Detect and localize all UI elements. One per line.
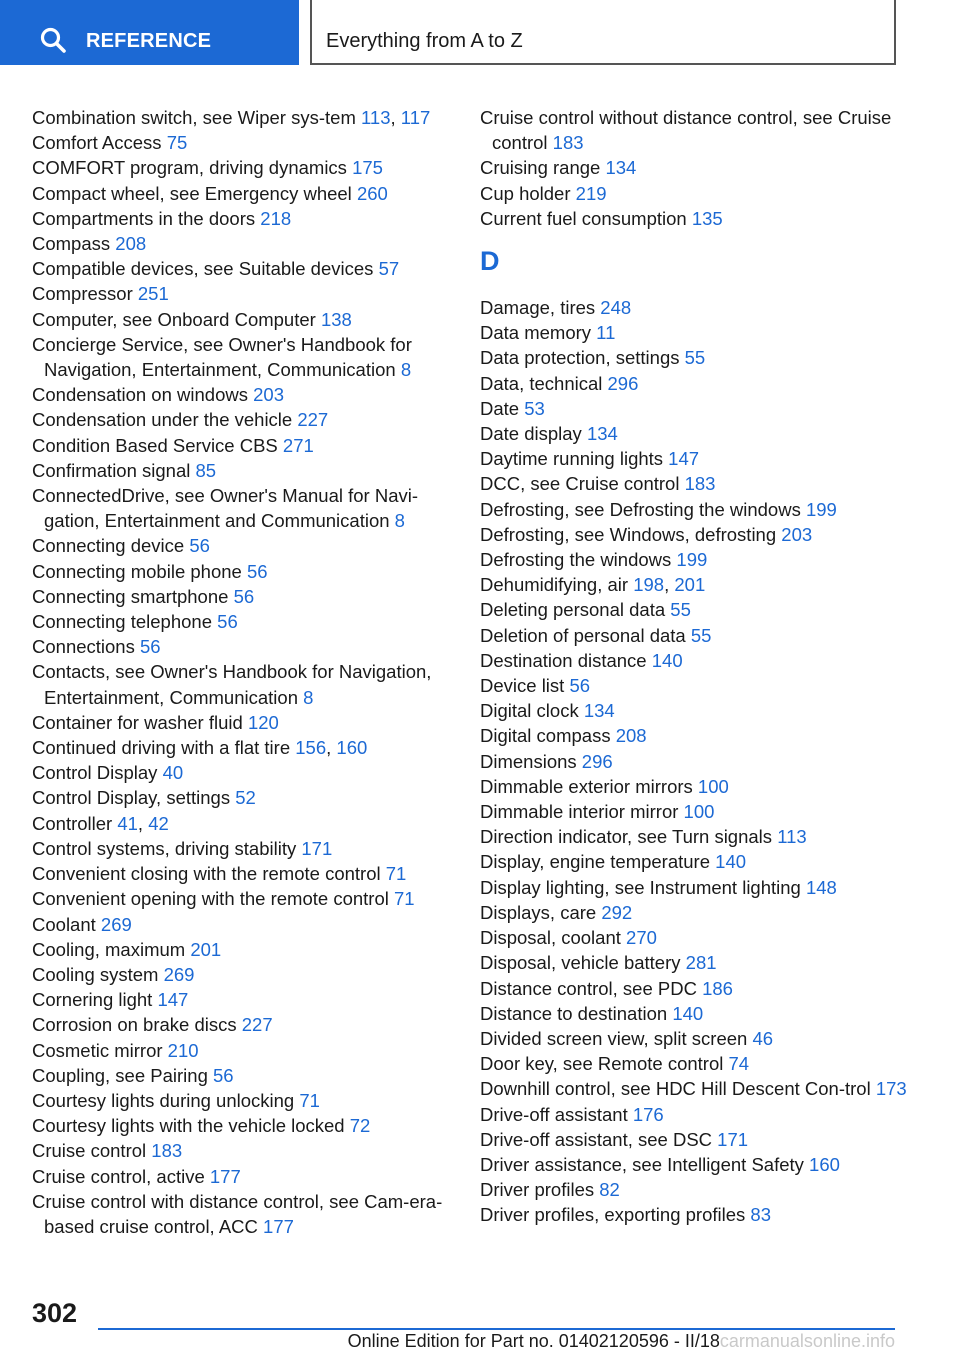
index-term: Compatible devices, see Suitable devices	[32, 258, 374, 280]
index-term: Compass	[32, 233, 111, 255]
index-entry	[480, 345, 920, 370]
index-entry	[32, 836, 452, 861]
index-entry	[32, 1063, 452, 1088]
index-entry	[32, 231, 452, 256]
page-reference-link[interactable]: 46	[752, 1027, 774, 1049]
page-reference-link[interactable]: 134	[583, 700, 615, 722]
index-term: Divided screen view, split screen	[480, 1027, 748, 1049]
page-reference-link[interactable]: 227	[241, 1014, 273, 1036]
section-letter-heading: D	[480, 246, 500, 277]
page-reference-link[interactable]: 203	[781, 523, 813, 545]
index-entry	[480, 723, 920, 748]
index-entry	[32, 609, 452, 634]
index-entry	[480, 749, 920, 774]
page-reference-link[interactable]: 71	[299, 1089, 320, 1111]
index-term: Comfort Access	[32, 132, 162, 154]
index-entry	[32, 407, 452, 432]
page-reference-link[interactable]: 117	[400, 107, 431, 128]
index-entry	[32, 1088, 452, 1113]
page-reference-link[interactable]: 186	[702, 977, 733, 999]
page-reference-link[interactable]: 160	[809, 1153, 840, 1175]
page-reference-link[interactable]: 251	[137, 283, 169, 305]
index-entry	[480, 105, 920, 155]
index-term: Cruise control	[32, 1140, 147, 1162]
index-term: Cup holder	[480, 182, 571, 204]
page-reference-link[interactable]: 74	[728, 1053, 750, 1075]
page-reference-link[interactable]: 11	[596, 322, 616, 344]
page-reference-link[interactable]: 8	[303, 686, 314, 708]
chapter-header	[310, 0, 896, 65]
index-term: Combination switch, see Wiper sys‐tem	[32, 107, 356, 128]
page-reference-link[interactable]: 113	[777, 826, 807, 848]
page-reference-link[interactable]: 56	[217, 611, 238, 633]
page-reference-link[interactable]: 113	[361, 107, 391, 128]
index-term: Dimmable interior mirror	[480, 801, 679, 823]
index-term: Driver profiles, exporting profiles	[480, 1204, 746, 1226]
page-reference-link[interactable]: 148	[805, 876, 837, 898]
index-entry	[32, 332, 452, 382]
page-reference-link[interactable]: 281	[685, 952, 717, 974]
page-reference-link[interactable]: 55	[684, 347, 706, 369]
index-entry	[32, 1012, 452, 1037]
index-term: Concierge Service, see Owner's Handbook for Navigation, Entertainment, Communication	[32, 333, 412, 381]
page-reference-link[interactable]: 83	[750, 1204, 771, 1226]
index-entry	[480, 1051, 920, 1076]
index-term: Dimensions	[480, 750, 577, 772]
index-entry	[32, 559, 452, 584]
index-entry-list	[480, 295, 920, 1228]
index-term: Data, technical	[480, 372, 603, 394]
index-entry	[32, 130, 452, 155]
index-term: Condensation under the vehicle	[32, 409, 293, 431]
index-term: Cornering light	[32, 989, 153, 1011]
index-entry: Controller 41, 42	[32, 812, 169, 834]
index-entry: Combination switch, see Wiper sys‐tem 113, 117	[32, 107, 431, 128]
index-term: Connecting telephone	[32, 611, 213, 633]
index-term: Control systems, driving stability	[32, 837, 297, 859]
index-term: Cooling system	[32, 963, 159, 985]
page-reference-link[interactable]: 55	[670, 599, 691, 621]
index-entry	[32, 584, 452, 609]
index-term: Cruise control without distance control, see Cruise control	[480, 107, 892, 154]
index-entry	[480, 1001, 920, 1026]
index-term: Destination distance	[480, 649, 647, 671]
index-entry	[32, 785, 452, 810]
index-entry	[32, 634, 452, 659]
index-entry	[480, 181, 920, 206]
index-entry	[480, 623, 920, 648]
index-term: Corrosion on brake discs	[32, 1014, 237, 1036]
page-reference-link[interactable]: 134	[605, 157, 637, 179]
index-term: Display, engine temperature	[480, 851, 711, 873]
index-entry	[32, 533, 452, 558]
page-reference-link[interactable]: 292	[601, 901, 633, 923]
page-reference-link[interactable]: 57	[378, 258, 400, 280]
page-reference-link[interactable]: 183	[684, 473, 716, 495]
index-entry	[32, 659, 452, 709]
index-entry	[480, 1202, 920, 1227]
index-entry	[32, 256, 452, 281]
page-reference-link[interactable]: 100	[697, 775, 729, 797]
index-term: Coupling, see Pairing	[32, 1064, 208, 1086]
index-entry	[480, 673, 920, 698]
page-reference-link[interactable]: 75	[166, 132, 188, 154]
page-reference-link[interactable]: 270	[626, 927, 657, 949]
index-entry	[480, 446, 920, 471]
index-entry	[480, 774, 920, 799]
page-reference-link[interactable]: 177	[209, 1165, 241, 1187]
index-entry-list	[32, 105, 452, 1239]
index-entry	[480, 648, 920, 673]
page-reference-link[interactable]: 296	[581, 750, 613, 772]
index-term: Defrosting, see Defrosting the windows	[480, 498, 801, 520]
page-reference-link[interactable]: 40	[162, 762, 184, 784]
index-term: Display lighting, see Instrument lighting	[480, 876, 801, 898]
page-reference-link[interactable]: 271	[282, 434, 314, 456]
index-term: Controller	[32, 812, 113, 834]
index-term: Drive-off assistant	[480, 1103, 628, 1125]
page-reference-link[interactable]: 199	[805, 498, 837, 520]
index-term: Cruise control with distance control, see Cam‐era-based cruise control, ACC	[32, 1190, 443, 1237]
index-entry	[480, 698, 920, 723]
page-reference-link[interactable]: 56	[246, 560, 268, 582]
index-term: Driver profiles	[480, 1179, 595, 1201]
page-reference-link[interactable]: 42	[148, 812, 169, 834]
index-entry	[32, 1138, 452, 1163]
index-term: COMFORT program, driving dynamics	[32, 157, 347, 179]
page-reference-link[interactable]: 72	[349, 1115, 371, 1137]
index-entry	[480, 295, 920, 320]
index-entry	[32, 1189, 452, 1239]
index-term: Control Display	[32, 762, 158, 784]
page-reference-link[interactable]: 173	[875, 1078, 907, 1100]
index-term: Direction indicator, see Turn signals	[480, 826, 773, 848]
index-entry	[32, 937, 452, 962]
page-reference-link[interactable]: 140	[651, 649, 683, 671]
index-entry	[480, 396, 920, 421]
page-reference-link[interactable]: 147	[157, 989, 189, 1011]
index-entry	[32, 382, 452, 407]
index-entry	[480, 799, 920, 824]
index-entry	[32, 307, 452, 332]
index-term: Compressor	[32, 283, 133, 305]
page-reference-link[interactable]: 248	[600, 297, 632, 319]
section-tab-reference[interactable]	[0, 0, 299, 65]
page-reference-link[interactable]: 41	[117, 812, 138, 834]
page-reference-link[interactable]: 183	[552, 132, 584, 154]
page-reference-link[interactable]: 134	[586, 423, 618, 445]
index-term: Contacts, see Owner's Handbook for Navigation, Entertainment, Communication	[32, 661, 432, 708]
chapter-title: Everything from A to Z	[326, 30, 523, 52]
index-entry	[480, 1102, 920, 1127]
index-term: Computer, see Onboard Computer	[32, 308, 316, 330]
page-reference-link[interactable]: 199	[676, 549, 708, 571]
index-entry	[32, 861, 452, 886]
page-reference-link[interactable]: 56	[213, 1064, 234, 1086]
page-reference-link[interactable]: 201	[674, 574, 706, 596]
index-entry	[480, 1076, 920, 1101]
page-reference-link[interactable]: 269	[100, 913, 132, 935]
page-reference-link[interactable]: 85	[195, 459, 217, 481]
index-term: Connecting smartphone	[32, 585, 229, 607]
page-reference-link[interactable]: 147	[668, 448, 700, 470]
index-term: Condensation on windows	[32, 384, 248, 406]
index-entry	[32, 433, 452, 458]
index-entry	[32, 710, 452, 735]
index-term: Confirmation signal	[32, 459, 191, 481]
index-term: Data protection, settings	[480, 347, 680, 369]
page-reference-link[interactable]: 135	[691, 207, 723, 229]
index-term: Control Display, settings	[32, 787, 231, 809]
page-reference-link[interactable]: 71	[385, 863, 407, 885]
index-term: Cruising range	[480, 157, 601, 179]
index-entry	[480, 900, 920, 925]
index-term: Convenient opening with the remote control	[32, 888, 389, 910]
page-reference-link[interactable]: 8	[394, 510, 405, 532]
index-term: Connections	[32, 636, 135, 658]
page-reference-link[interactable]: 269	[163, 963, 195, 985]
index-term: Deletion of personal data	[480, 624, 686, 646]
footer-edition	[0, 1331, 895, 1352]
index-entry	[480, 522, 920, 547]
index-entry	[32, 987, 452, 1012]
index-term: Data memory	[480, 322, 592, 344]
index-entry	[480, 1152, 920, 1177]
index-term: Damage, tires	[480, 297, 596, 319]
index-term: Compact wheel, see Emergency wheel	[32, 182, 352, 204]
site-watermark: carmanualsonline.info	[719, 1331, 895, 1351]
page-reference-link[interactable]: 53	[524, 397, 545, 419]
page-number: 302	[32, 1298, 78, 1328]
index-entry	[480, 421, 920, 446]
footer-divider	[98, 1328, 895, 1330]
index-term: Date	[480, 397, 520, 419]
index-term: Displays, care	[480, 901, 597, 923]
page-reference-link[interactable]: 203	[253, 384, 284, 406]
index-term: Digital compass	[480, 725, 611, 747]
page-reference-link[interactable]: 120	[247, 711, 279, 733]
index-entry	[32, 181, 452, 206]
index-term: Device list	[480, 675, 565, 697]
index-term: Distance to destination	[480, 1002, 668, 1024]
index-column-left	[32, 105, 452, 1239]
page-reference-link[interactable]: 56	[233, 585, 255, 607]
page-reference-link[interactable]: 208	[115, 233, 147, 255]
index-term: Continued driving with a flat tire	[32, 737, 291, 759]
index-entry	[32, 281, 452, 306]
index-entry	[32, 962, 452, 987]
index-term: Deleting personal data	[480, 599, 666, 621]
index-entry	[480, 320, 920, 345]
page-reference-link[interactable]: 175	[352, 157, 383, 179]
search-icon	[40, 27, 66, 53]
index-entry	[480, 206, 920, 231]
index-term: Defrosting the windows	[480, 549, 672, 571]
index-entry	[480, 925, 920, 950]
index-entry-list	[480, 105, 920, 231]
index-entry	[480, 1127, 920, 1152]
index-term: Coolant	[32, 913, 96, 935]
index-entry	[480, 950, 920, 975]
index-term: Connecting device	[32, 535, 185, 557]
index-term: Distance control, see PDC	[480, 977, 697, 999]
index-entry	[480, 875, 920, 900]
page-reference-link[interactable]: 56	[189, 535, 210, 557]
index-entry	[32, 912, 452, 937]
index-term: Cruise control, active	[32, 1165, 205, 1187]
index-entry	[32, 1038, 452, 1063]
index-term: Current fuel consumption	[480, 207, 687, 229]
index-entry	[480, 976, 920, 1001]
page-reference-link[interactable]: 218	[260, 207, 292, 229]
index-column-right	[480, 105, 920, 1228]
index-entry	[480, 371, 920, 396]
index-entry	[32, 760, 452, 785]
index-term: Digital clock	[480, 700, 579, 722]
index-entry	[32, 1164, 452, 1189]
index-entry	[32, 458, 452, 483]
index-term: Courtesy lights during unlocking	[32, 1089, 295, 1111]
index-term: Dehumidifying, air	[480, 574, 629, 596]
index-entry	[32, 1113, 452, 1138]
index-term: Dimmable exterior mirrors	[480, 775, 693, 797]
page-reference-link[interactable]: 260	[356, 182, 388, 204]
index-entry: Dehumidifying, air 198, 201	[480, 574, 706, 596]
index-term: Door key, see Remote control	[480, 1053, 724, 1075]
index-entry	[32, 206, 452, 231]
index-term: Defrosting, see Windows, defrosting	[480, 523, 777, 545]
page-reference-link[interactable]: 176	[632, 1103, 664, 1125]
index-term: Downhill control, see HDC Hill Descent Con‐trol	[480, 1078, 871, 1100]
page-reference-link[interactable]: 201	[190, 938, 222, 960]
index-term: Driver assistance, see Intelligent Safety	[480, 1153, 804, 1175]
index-term: DCC, see Cruise control	[480, 473, 680, 495]
index-entry: Continued driving with a flat tire 156, 160	[32, 737, 368, 759]
page-reference-link[interactable]: 296	[607, 372, 639, 394]
index-term: Cosmetic mirror	[32, 1039, 163, 1061]
page-reference-link[interactable]: 52	[235, 787, 256, 809]
page-reference-link[interactable]: 208	[615, 725, 647, 747]
index-term: Drive-off assistant, see DSC	[480, 1128, 713, 1150]
index-term: Daytime running lights	[480, 448, 664, 470]
page-reference-link[interactable]: 71	[394, 888, 415, 910]
index-entry	[32, 155, 452, 180]
index-entry	[32, 886, 452, 911]
index-entry	[480, 547, 920, 572]
index-entry	[480, 849, 920, 874]
page-reference-link[interactable]: 198	[633, 574, 665, 596]
page-reference-link[interactable]: 171	[301, 837, 333, 859]
index-term: ConnectedDrive, see Owner's Manual for Navi‐gation, Entertainment and Communication	[32, 485, 419, 532]
index-term: Disposal, coolant	[480, 927, 621, 949]
page-reference-link[interactable]: 177	[263, 1215, 294, 1237]
page-reference-link[interactable]: 56	[139, 636, 161, 658]
page-reference-link[interactable]: 138	[320, 308, 352, 330]
page-reference-link[interactable]: 100	[683, 801, 715, 823]
section-label: REFERENCE	[86, 30, 212, 52]
index-term: Compartments in the doors	[32, 207, 256, 229]
page-reference-link[interactable]: 82	[599, 1179, 620, 1201]
index-term: Connecting mobile phone	[32, 560, 242, 582]
index-entry	[480, 471, 920, 496]
index-term: Cooling, maximum	[32, 938, 186, 960]
index-term: Disposal, vehicle battery	[480, 952, 681, 974]
index-entry	[480, 155, 920, 180]
index-entry	[480, 1177, 920, 1202]
page-reference-link[interactable]: 183	[151, 1140, 183, 1162]
page-reference-link[interactable]: 227	[297, 409, 329, 431]
page-reference-link[interactable]: 160	[336, 737, 368, 759]
index-term: Convenient closing with the remote control	[32, 863, 381, 885]
index-term: Courtesy lights with the vehicle locked	[32, 1115, 345, 1137]
page-reference-link[interactable]: 140	[715, 851, 747, 873]
page-reference-link[interactable]: 210	[167, 1039, 199, 1061]
index-entry	[480, 1026, 920, 1051]
index-term: Date display	[480, 423, 582, 445]
edition-text: Online Edition for Part no. 01402120596 - II/18	[347, 1331, 720, 1351]
index-entry	[480, 824, 920, 849]
page-reference-link[interactable]: 8	[400, 359, 412, 381]
index-entry	[480, 597, 920, 622]
page-reference-link[interactable]: 171	[717, 1128, 749, 1150]
index-entry	[480, 497, 920, 522]
index-term: Condition Based Service CBS	[32, 434, 278, 456]
page-reference-link[interactable]: 55	[690, 624, 712, 646]
page-reference-link[interactable]: 140	[672, 1002, 704, 1024]
page-reference-link[interactable]: 219	[575, 182, 607, 204]
page-reference-link[interactable]: 56	[569, 675, 591, 697]
index-entry	[32, 483, 452, 533]
page-reference-link[interactable]: 156	[295, 737, 327, 759]
index-term: Container for washer fluid	[32, 711, 243, 733]
